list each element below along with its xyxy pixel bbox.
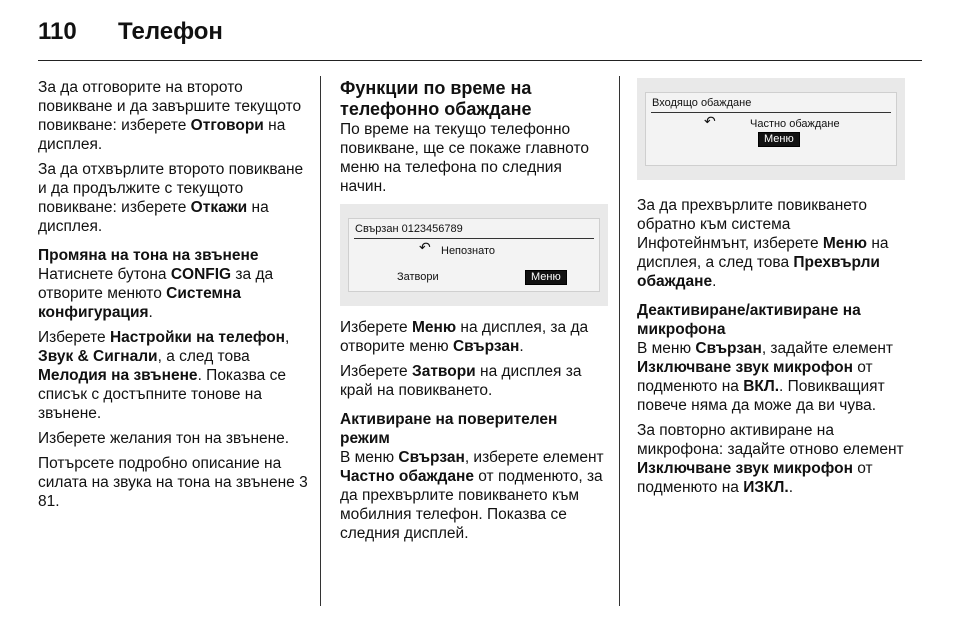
connected-screen: [348, 218, 600, 292]
incoming-screen: [645, 92, 897, 166]
call-arrow-icon: ↶: [704, 113, 716, 129]
column-divider-1: [320, 76, 321, 606]
paragraph-select-ringtone: Изберете желания тон на звънене.: [38, 430, 290, 447]
screen-incoming-call: Входящо обаждане: [652, 97, 752, 109]
column-1: [38, 78, 308, 517]
paragraph-select-hangup: Изберете Затвори на дисплея за край на повикването.: [340, 363, 582, 399]
screen-menu-button[interactable]: Меню: [525, 270, 567, 285]
call-arrow-icon: ↶: [419, 239, 431, 255]
screen-private-call: Частно обаждане: [750, 118, 840, 130]
column-2: [340, 78, 608, 549]
paragraph-reject-second-call: За да отхвърлите второто повикване и да продължите с текущото повикване: изберете Откажи на дисплея.: [38, 161, 304, 235]
heading-ringtone: Промяна на тона на звънене: [38, 247, 259, 264]
page-title: Телефон: [118, 18, 223, 45]
header-rule: [38, 60, 922, 61]
page-header: [38, 14, 223, 50]
screen-menu-button[interactable]: Меню: [758, 132, 800, 147]
paragraph-mute-mic: В меню Свързан, задайте елемент Изключване звук микрофон от подменюто на ВКЛ.. Повикващият повече няма да може да ви чува.: [637, 340, 894, 414]
screen-hangup-button[interactable]: Затвори: [397, 271, 439, 283]
screen-caller-name: Непознато: [441, 245, 496, 257]
paragraph-call-menu-intro: По време на текущо телефонно повикване, ще се покаже главното меню на телефона по следния начин.: [340, 121, 589, 195]
paragraph-press-config: Натиснете бутона CONFIG за да отворите менюто Системна конфигурация.: [38, 266, 274, 321]
paragraph-private-call: В меню Свързан, изберете елемент Частно обаждане от подменюто, за да прехвърлите повикването към мобилния телефон. Показва се следния дисплей.: [340, 449, 604, 542]
page-reference-link[interactable]: 3 81.: [38, 474, 308, 510]
paragraph-unmute-mic: За повторно активиране на микрофона: задайте отново елемент Изключване звук микрофон от подменюто на ИЗКЛ..: [637, 422, 904, 496]
paragraph-select-settings: Изберете Настройки на телефон, Звук & Сигнали, а след това Мелодия на звънене. Показва се списък с достъпните тонове на звънене.: [38, 329, 290, 422]
incoming-screen-figure: [637, 78, 905, 180]
column-divider-2: [619, 76, 620, 606]
paragraph-select-menu: Изберете Меню на дисплея, за да отворите меню Свързан.: [340, 319, 589, 355]
screen-connected-number: Свързан 0123456789: [355, 223, 463, 235]
paragraph-volume-reference: Потърсете подробно описание на силата на звука на тона на звънене 3 81.: [38, 455, 308, 510]
column-3: [637, 78, 905, 503]
paragraph-transfer-back: За да прехвърлите повикването обратно към система Инфотейнмънт, изберете Меню на дисплея, а след това Прехвърли обаждане.: [637, 197, 889, 290]
heading-private-mode: Активиране на поверителен режим: [340, 411, 558, 447]
connected-screen-figure: [340, 204, 608, 306]
heading-microphone: Деактивиране/активиране на микрофона: [637, 302, 861, 338]
page-number: 110: [38, 18, 77, 45]
paragraph-answer-second-call: За да отговорите на второто повикване и да завършите текущото повикване: изберете Отговори на дисплея.: [38, 79, 302, 153]
heading-call-functions: Функции по време на телефонно обаждане: [340, 78, 532, 119]
